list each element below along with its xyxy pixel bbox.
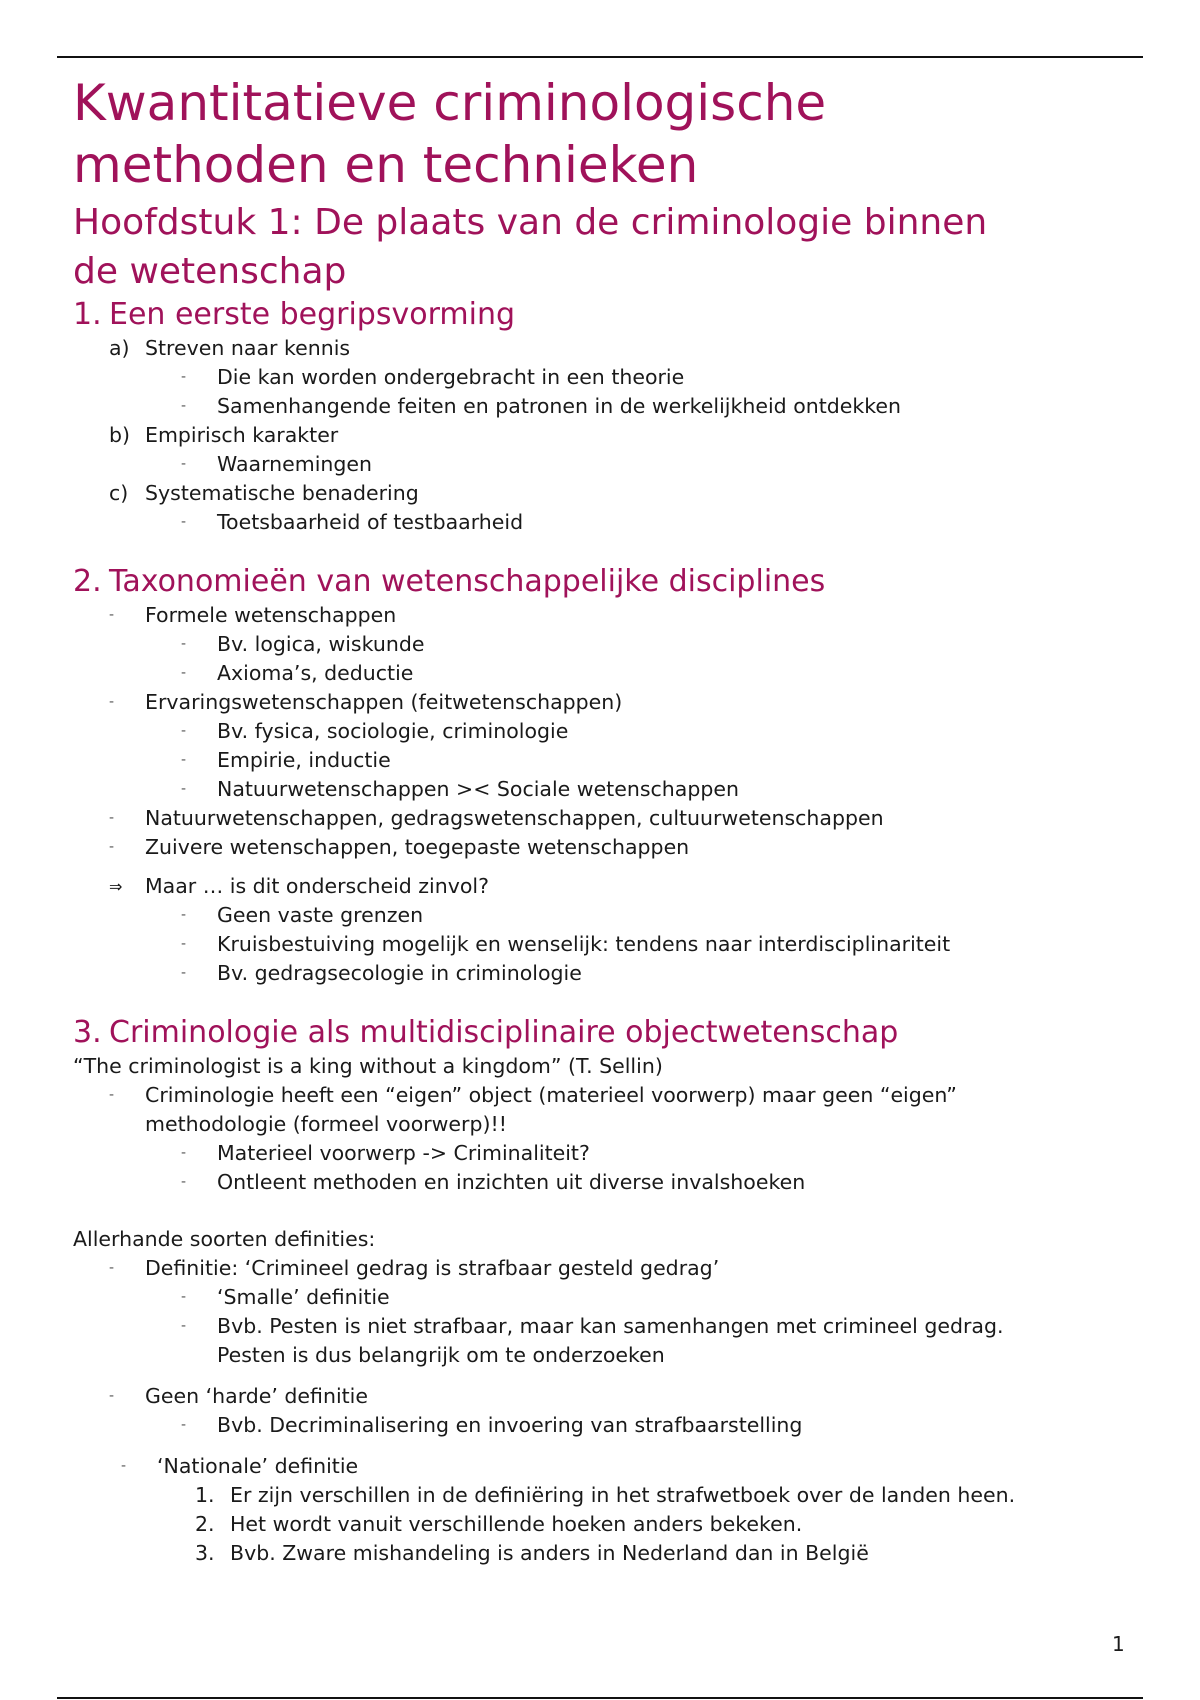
list-item [73,1382,1153,1411]
chapter-line-2: de wetenschap [73,251,347,292]
arrow-icon: ⇒ [109,877,123,896]
dash-bullet: - [181,1145,187,1161]
list-item-text: Waarnemingen [217,452,373,476]
section-title: Criminologie als multidisciplinaire objectwetenschap [109,1015,899,1050]
list-item [73,930,1153,959]
section-number: 1. [73,297,102,332]
dash-bullet: - [109,839,115,855]
dash-bullet: - [181,398,187,414]
list-item [73,1312,1153,1341]
numbered-item-text: Bvb. Zware mishandeling is anders in Nederland dan in België [230,1541,869,1565]
quote-text: “The criminologist is a king without a kingdom” (T. Sellin) [73,1054,663,1078]
section-2-heading [73,563,1153,601]
list-item-continuation: Pesten is dus belangrijk om te onderzoeken [217,1343,665,1367]
dash-bullet: - [181,723,187,739]
numbered-item-text: Het wordt vanuit verschillende hoeken anders bekeken. [230,1512,803,1536]
dash-bullet: - [181,936,187,952]
list-item [73,959,1153,988]
section-1-heading [73,296,1153,334]
list-item-text: Empirisch karakter [145,423,339,447]
bottom-rule [57,1697,1143,1699]
dash-bullet: - [109,810,115,826]
list-item [73,1139,1153,1168]
list-item-text: Empirie, inductie [217,748,391,772]
list-item-text: Ontleent methoden en inzichten uit diverse invalshoeken [217,1170,806,1194]
dash-bullet: - [109,694,115,710]
section-number: 3. [73,1015,102,1050]
list-item-text: Formele wetenschappen [145,603,397,627]
chapter-line-1: Hoofdstuk 1: De plaats van de criminologie binnen [73,202,988,243]
dash-bullet: - [181,907,187,923]
list-item-text: Bv. logica, wiskunde [217,632,425,656]
list-item [73,717,1153,746]
dash-bullet: - [181,665,187,681]
title-line-1: Kwantitatieve criminologische [73,74,827,132]
list-item-text: Materieel voorwerp -> Criminaliteit? [217,1141,590,1165]
dash-bullet: - [181,1417,187,1433]
list-item [73,630,1153,659]
list-item [73,1168,1153,1197]
numbered-item [73,1481,1153,1510]
list-item-text: Definitie: ‘Crimineel gedrag is strafbaar gesteld gedrag’ [145,1256,720,1280]
list-item-text: Geen ‘harde’ definitie [145,1384,368,1408]
list-label: a) [109,336,130,360]
dash-bullet: - [109,1260,115,1276]
list-item-text: Natuurwetenschappen, gedragswetenschappen, cultuurwetenschappen [145,806,884,830]
top-rule [57,56,1143,58]
chapter-heading [73,198,1153,296]
list-item-text: Maar … is dit onderscheid zinvol? [145,874,489,898]
list-item-text: Samenhangende feiten en patronen in de werkelijkheid ontdekken [217,394,902,418]
list-item [73,804,1153,833]
list-item-text: Zuivere wetenschappen, toegepaste wetenschappen [145,835,690,859]
list-item [73,508,1153,537]
dash-bullet: - [181,456,187,472]
section-title: Taxonomieën van wetenschappelijke disciplines [109,564,826,599]
list-item-text: Kruisbestuiving mogelijk en wenselijk: tendens naar interdisciplinariteit [217,932,951,956]
list-item-text: Axioma’s, deductie [217,661,414,685]
list-item [73,1411,1153,1440]
dash-bullet: - [181,514,187,530]
dash-bullet: - [181,1289,187,1305]
list-item-text: Streven naar kennis [145,336,351,360]
list-item [73,479,1153,508]
number-label: 2. [195,1512,215,1536]
list-item [73,1081,1153,1110]
list-item [73,901,1153,930]
numbered-item-text: Er zijn verschillen in de definiëring in het strafwetboek over de landen heen. [230,1483,1016,1507]
list-item [73,775,1153,804]
dash-bullet: - [181,781,187,797]
list-item [73,392,1153,421]
page-number: 1 [1112,1632,1125,1656]
list-item [73,363,1153,392]
document-title [73,72,1153,196]
list-item [73,1283,1153,1312]
dash-bullet: - [181,752,187,768]
list-item [73,421,1153,450]
numbered-item [73,1510,1153,1539]
dash-bullet: - [121,1458,127,1474]
list-item-text: Systematische benadering [145,481,419,505]
section-3-heading [73,1014,1153,1052]
list-item-text: Ervaringswetenschappen (feitwetenschappen) [145,690,623,714]
list-item-text: Bvb. Decriminalisering en invoering van strafbaarstelling [217,1413,803,1437]
list-item [73,601,1153,630]
dash-bullet: - [181,965,187,981]
list-item [73,659,1153,688]
list-item [73,833,1153,862]
list-item-text: Toetsbaarheid of testbaarheid [217,510,524,534]
list-item [73,1452,1153,1481]
list-label: c) [109,481,129,505]
dash-bullet: - [181,369,187,385]
section-title: Een eerste begripsvorming [109,297,516,332]
list-item-text: ‘Nationale’ definitie [157,1454,359,1478]
list-item [73,334,1153,363]
dash-bullet: - [181,1174,187,1190]
dash-bullet: - [181,1318,187,1334]
list-item-text: Bv. fysica, sociologie, criminologie [217,719,569,743]
list-item [73,746,1153,775]
number-label: 1. [195,1483,215,1507]
dash-bullet: - [109,1388,115,1404]
dash-bullet: - [109,1087,115,1103]
definitions-intro: Allerhande soorten definities: [73,1227,376,1251]
list-label: b) [109,423,131,447]
list-item-text: Bvb. Pesten is niet strafbaar, maar kan samenhangen met crimineel gedrag. [217,1314,1004,1338]
title-line-2: methoden en technieken [73,136,699,194]
list-item [73,1254,1153,1283]
list-item-continuation: methodologie (formeel voorwerp)!! [145,1112,507,1136]
dash-bullet: - [181,636,187,652]
list-item-text: ‘Smalle’ definitie [217,1285,390,1309]
list-item [73,688,1153,717]
list-item-text: Natuurwetenschappen >< Sociale wetenschappen [217,777,739,801]
dash-bullet: - [109,607,115,623]
list-item-text: Criminologie heeft een “eigen” object (materieel voorwerp) maar geen “eigen” [145,1083,957,1107]
list-item [73,872,1153,901]
list-item-text: Die kan worden ondergebracht in een theorie [217,365,685,389]
number-label: 3. [195,1541,215,1565]
document-page [73,72,1153,1568]
list-item-text: Geen vaste grenzen [217,903,424,927]
list-item [73,450,1153,479]
section-number: 2. [73,564,102,599]
list-item-text: Bv. gedragsecologie in criminologie [217,961,582,985]
numbered-item [73,1539,1153,1568]
